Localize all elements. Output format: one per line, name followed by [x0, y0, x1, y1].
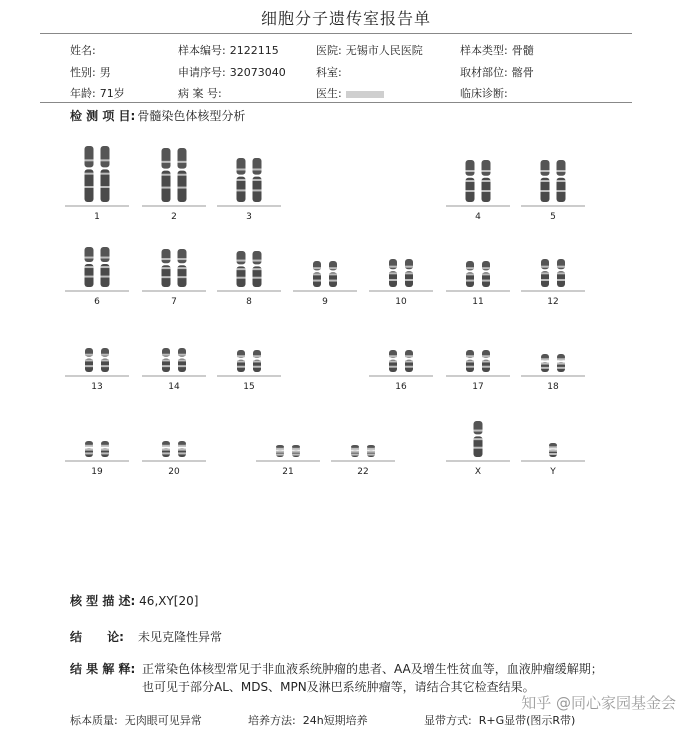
- chromosome-band: [85, 445, 93, 447]
- redacted-block: [346, 91, 384, 98]
- chromosome-band: [292, 451, 300, 453]
- chromosome-label: 5: [550, 212, 556, 222]
- chromosome-pair-20: [142, 441, 206, 477]
- chromosome-band: [474, 438, 483, 440]
- quality-value: 无肉眼可见异常: [124, 714, 202, 727]
- diagnosis-field: [460, 85, 512, 101]
- diagnosis-label: 临床诊断:: [460, 87, 508, 100]
- chromosome-pair-18: [521, 354, 585, 392]
- chromosome-label: 1: [94, 212, 100, 222]
- chromosome-band: [351, 448, 359, 450]
- chromosome-band: [541, 170, 550, 172]
- chromosome-band: [237, 355, 245, 357]
- chromosome-band: [162, 445, 170, 447]
- karyotype-description: [70, 592, 198, 609]
- chromosome-band: [474, 447, 483, 449]
- report-title: 细胞分子遗传室报告单: [260, 9, 431, 28]
- chromosome-band: [162, 449, 170, 451]
- chromosome-band: [389, 366, 397, 368]
- request-no-label: 申请序号:: [178, 66, 226, 79]
- chromosome-band: [329, 280, 337, 282]
- ward-label: 病 案 号:: [178, 87, 222, 100]
- chromosome-label: 18: [547, 382, 559, 392]
- chromosome-band: [482, 267, 490, 269]
- interpretation-value: 正常染色体核型常见于非血液系统肿瘤的患者、AA及增生性贫血等，血液肿瘤缓解期；也可见于部分AL、MDS、MPN及淋巴系统肿瘤等，请结合其它检查结果。: [142, 662, 603, 694]
- chromosome-label: 2: [171, 212, 177, 222]
- chromosome-band: [253, 268, 262, 270]
- chromosome-band: [466, 190, 475, 192]
- hospital-field: [316, 42, 423, 58]
- chromosome-band: [405, 366, 413, 368]
- chromosome-band: [541, 279, 549, 281]
- chromosome-pair-8: [217, 251, 281, 307]
- chromosome-band: [162, 161, 171, 163]
- chromosome-band: [389, 272, 397, 274]
- chromosome-pair-19: [65, 441, 129, 477]
- chromosome-band: [253, 189, 262, 191]
- sex-field: [70, 64, 111, 80]
- sample-no-label: 样本编号:: [178, 44, 226, 57]
- hospital-label: 医院:: [316, 44, 342, 57]
- chromosome-pair-21: [256, 445, 320, 477]
- request-no-value: 32073040: [229, 66, 286, 79]
- chromosome-band: [466, 273, 474, 275]
- chromosome-band: [482, 280, 490, 282]
- chromosome-arm: [389, 259, 397, 269]
- name-field: [70, 42, 100, 58]
- chromosome-band: [101, 365, 109, 367]
- chromosome-label: Y: [550, 467, 556, 477]
- chromosome-band: [466, 267, 474, 269]
- karyotype-label: 核 型 描 述:: [70, 594, 136, 608]
- chromosome-arm: [162, 148, 171, 169]
- chromosome-band: [237, 268, 246, 270]
- chromosome-band: [557, 272, 565, 274]
- chromosome-label: 9: [322, 297, 328, 307]
- chromosome-label: 3: [246, 212, 252, 222]
- chromosome-band: [162, 267, 171, 269]
- chromosome-band: [101, 186, 110, 188]
- conclusion-value: 未见克隆性异常: [138, 630, 223, 644]
- name-label: 姓名:: [70, 44, 96, 57]
- chromosome-band: [557, 266, 565, 268]
- chromosome-band: [178, 174, 187, 176]
- culture-label: 培养方法:: [248, 714, 296, 727]
- chromosome-label: X: [474, 467, 482, 477]
- chromosome-band: [237, 189, 246, 191]
- chromosome-arm: [541, 160, 550, 176]
- chromosome-band: [237, 260, 246, 262]
- chromosome-arm: [85, 146, 94, 167]
- chromosome-band: [466, 180, 475, 182]
- sex-label: 性别:: [70, 66, 96, 79]
- header-rule: [40, 33, 632, 34]
- chromosome-band: [253, 260, 262, 262]
- chromosome-band: [541, 367, 549, 369]
- chromosome-band: [85, 159, 94, 161]
- culture-value: 24h短期培养: [302, 714, 368, 727]
- chromosome-arm: [178, 249, 187, 263]
- chromosome-label: 21: [282, 467, 294, 477]
- chromosome-pair-1: [65, 146, 129, 222]
- chromosome-band: [466, 355, 474, 357]
- chromosome-band: [389, 360, 397, 362]
- chromosome-band: [253, 366, 261, 368]
- chromosome-pair-10: [369, 259, 433, 307]
- chromosome-band: [101, 257, 110, 259]
- chromosome-band: [482, 366, 490, 368]
- chromosome-arm: [541, 259, 549, 269]
- chromosome-arm: [162, 249, 171, 263]
- chromosome-label: 17: [472, 382, 484, 392]
- chromosome-band: [162, 258, 171, 260]
- chromosome-band: [405, 355, 413, 357]
- karyotype-value: 46,XY[20]: [139, 594, 199, 608]
- chromosome-band: [557, 363, 565, 365]
- chromosome-band: [101, 354, 109, 356]
- request-no-field: [178, 64, 286, 80]
- chromosome-arm: [101, 146, 110, 167]
- chromosome-arm: [474, 421, 483, 434]
- chromosome-band: [541, 266, 549, 268]
- chromosome-arm: [466, 160, 475, 176]
- sample-type-value: 骨髓: [511, 44, 534, 57]
- chromosome-arm: [101, 247, 110, 262]
- chromosome-pair-13: [65, 348, 129, 392]
- chromosome-band: [466, 280, 474, 282]
- quality-label: 标本质量:: [70, 714, 118, 727]
- chromosome-band: [541, 272, 549, 274]
- department-field: [316, 64, 346, 80]
- chromosome-pair-5: [521, 160, 585, 222]
- chromosome-label: 11: [472, 297, 484, 307]
- chromosome-band: [237, 360, 245, 362]
- age-label: 年龄:: [70, 87, 96, 100]
- chromosome-band: [482, 360, 490, 362]
- chromosome-band: [101, 276, 110, 278]
- chromosome-band: [237, 366, 245, 368]
- test-item: [70, 107, 245, 124]
- info-rule: [40, 102, 632, 103]
- chromosome-band: [557, 358, 565, 360]
- chromosome-band: [557, 170, 566, 172]
- chromosome-band: [482, 180, 491, 182]
- chromosome-band: [367, 454, 375, 456]
- chromosome-band: [237, 168, 246, 170]
- chromosome-band: [313, 267, 321, 269]
- chromosome-arm: [557, 160, 566, 176]
- chromosome-band: [389, 266, 397, 268]
- interpretation-label: 结 果 解 释:: [70, 662, 136, 676]
- chromosome-band: [541, 358, 549, 360]
- chromosome-band: [178, 452, 186, 454]
- chromosome-band: [557, 367, 565, 369]
- doctor-field: [316, 85, 384, 101]
- chromosome-pair-14: [142, 348, 206, 392]
- chromosome-band: [466, 366, 474, 368]
- chromosome-pair-4: [446, 160, 510, 222]
- chromosome-band: [101, 445, 109, 447]
- chromosome-band: [549, 450, 557, 452]
- chromosome-pair-22: [331, 445, 395, 477]
- chromosome-band: [541, 180, 550, 182]
- banding-label: 显带方式:: [424, 714, 472, 727]
- sample-no-field: [178, 42, 279, 58]
- chromosome-band: [85, 186, 94, 188]
- chromosome-band: [85, 449, 93, 451]
- chromosome-band: [313, 280, 321, 282]
- chromosome-band: [474, 430, 483, 432]
- karyogram-image: [0, 130, 692, 480]
- sample-type-field: [460, 42, 534, 58]
- chromosome-band: [162, 276, 171, 278]
- chromosome-pair-11: [446, 261, 510, 307]
- chromosome-band: [162, 359, 170, 361]
- sex-value: 男: [99, 66, 111, 79]
- chromosome-pair-9: [293, 261, 357, 307]
- chromosome-band: [178, 267, 187, 269]
- chromosome-label: 6: [94, 297, 100, 307]
- chromosome-pair-2: [142, 148, 206, 222]
- chromosome-band: [405, 272, 413, 274]
- sample-type-label: 样本类型:: [460, 44, 508, 57]
- chromosome-band: [162, 365, 170, 367]
- chromosome-band: [101, 449, 109, 451]
- chromosome-band: [178, 359, 186, 361]
- chromosome-label: 13: [91, 382, 103, 392]
- chromosome-band: [178, 449, 186, 451]
- chromosome-band: [482, 190, 491, 192]
- chromosome-band: [178, 276, 187, 278]
- chromosome-band: [541, 363, 549, 365]
- chromosome-arm: [253, 251, 262, 264]
- chromosome-band: [178, 445, 186, 447]
- site-value: 髂骨: [511, 66, 534, 79]
- test-item-value: 骨髓染色体核型分析: [137, 109, 246, 123]
- chromosome-label: 12: [547, 297, 559, 307]
- hospital-value: 无锡市人民医院: [345, 44, 423, 57]
- chromosome-band: [178, 365, 186, 367]
- chromosome-band: [85, 354, 93, 356]
- chromosome-pair-15: [217, 350, 281, 392]
- chromosome-band: [85, 452, 93, 454]
- sample-no-value: 2122115: [229, 44, 279, 57]
- chromosome-arm: [85, 247, 94, 262]
- chromosome-band: [162, 174, 171, 176]
- department-label: 科室:: [316, 66, 342, 79]
- chromosome-pair-7: [142, 249, 206, 307]
- chromosome-band: [178, 161, 187, 163]
- chromosome-pair-x: [446, 421, 510, 477]
- chromosome-band: [85, 257, 94, 259]
- chromosome-arm: [482, 160, 491, 176]
- banding-field: [424, 712, 575, 728]
- chromosome-arm: [253, 158, 262, 175]
- chromosome-arm: [178, 148, 187, 169]
- chromosome-band: [549, 453, 557, 455]
- chromosome-label: 10: [395, 297, 407, 307]
- chromosome-band: [557, 279, 565, 281]
- chromosome-pair-17: [446, 350, 510, 392]
- chromosome-band: [253, 168, 262, 170]
- chromosome-band: [482, 355, 490, 357]
- chromosome-band: [237, 277, 246, 279]
- chromosome-band: [367, 448, 375, 450]
- chromosome-band: [351, 454, 359, 456]
- chromosome-band: [351, 451, 359, 453]
- site-label: 取材部位:: [460, 66, 508, 79]
- conclusion-label: 结 论:: [70, 630, 124, 644]
- chromosome-band: [101, 266, 110, 268]
- chromosome-label: 15: [243, 382, 255, 392]
- chromosome-label: 22: [357, 467, 369, 477]
- chromosome-arm: [405, 259, 413, 269]
- chromosome-band: [101, 359, 109, 361]
- chromosome-band: [253, 277, 262, 279]
- chromosome-band: [482, 273, 490, 275]
- chromosome-band: [405, 266, 413, 268]
- chromosome-band: [329, 267, 337, 269]
- chromosome-band: [549, 446, 557, 448]
- chromosome-band: [85, 359, 93, 361]
- chromosome-band: [178, 258, 187, 260]
- chromosome-band: [557, 180, 566, 182]
- chromosome-band: [253, 179, 262, 181]
- chromosome-label: 14: [168, 382, 180, 392]
- chromosome-band: [101, 173, 110, 175]
- chromosome-band: [162, 452, 170, 454]
- chromosome-pair-3: [217, 158, 281, 222]
- chromosome-label: 20: [168, 467, 180, 477]
- chromosome-arm: [237, 251, 246, 264]
- chromosome-band: [405, 279, 413, 281]
- chromosome-band: [292, 454, 300, 456]
- site-field: [460, 64, 534, 80]
- chromosome-band: [85, 365, 93, 367]
- chromosome-band: [162, 354, 170, 356]
- chromosome-arm: [237, 158, 246, 175]
- chromosome-label: 7: [171, 297, 177, 307]
- chromosome-band: [276, 451, 284, 453]
- chromosome-band: [276, 448, 284, 450]
- chromosome-label: 19: [91, 467, 103, 477]
- banding-value: R+G显带(图示R带): [478, 714, 576, 727]
- chromosome-band: [276, 454, 284, 456]
- chromosome-band: [101, 452, 109, 454]
- chromosome-band: [162, 187, 171, 189]
- chromosome-pair-16: [369, 350, 433, 392]
- chromosome-pair-12: [521, 259, 585, 307]
- chromosome-band: [482, 170, 491, 172]
- test-item-label: 检 测 项 目:: [70, 109, 136, 123]
- chromosome-band: [178, 187, 187, 189]
- culture-field: [248, 712, 368, 728]
- chromosome-band: [466, 360, 474, 362]
- watermark: 知乎 @同心家园基金会: [521, 694, 676, 712]
- chromosome-label: 4: [475, 212, 481, 222]
- quality-field: [70, 712, 202, 728]
- chromosome-band: [329, 273, 337, 275]
- chromosome-band: [253, 360, 261, 362]
- chromosome-band: [292, 448, 300, 450]
- chromosome-pair-6: [65, 247, 129, 307]
- conclusion: [70, 628, 222, 645]
- age-value: 71岁: [99, 87, 125, 100]
- chromosome-band: [313, 273, 321, 275]
- chromosome-band: [367, 451, 375, 453]
- chromosome-band: [389, 355, 397, 357]
- chromosome-pair-y: [521, 443, 585, 477]
- ward-field: [178, 85, 226, 101]
- age-field: [70, 85, 125, 101]
- chromosome-band: [85, 173, 94, 175]
- chromosome-arm: [557, 259, 565, 269]
- chromosome-band: [253, 355, 261, 357]
- chromosome-label: 8: [246, 297, 252, 307]
- chromosome-band: [541, 190, 550, 192]
- chromosome-band: [389, 279, 397, 281]
- chromosome-band: [466, 170, 475, 172]
- chromosome-band: [85, 266, 94, 268]
- chromosome-band: [237, 179, 246, 181]
- chromosome-band: [405, 360, 413, 362]
- chromosome-band: [101, 159, 110, 161]
- chromosome-label: 16: [395, 382, 407, 392]
- chromosome-band: [85, 276, 94, 278]
- doctor-label: 医生:: [316, 87, 342, 100]
- chromosome-band: [178, 354, 186, 356]
- chromosome-band: [557, 190, 566, 192]
